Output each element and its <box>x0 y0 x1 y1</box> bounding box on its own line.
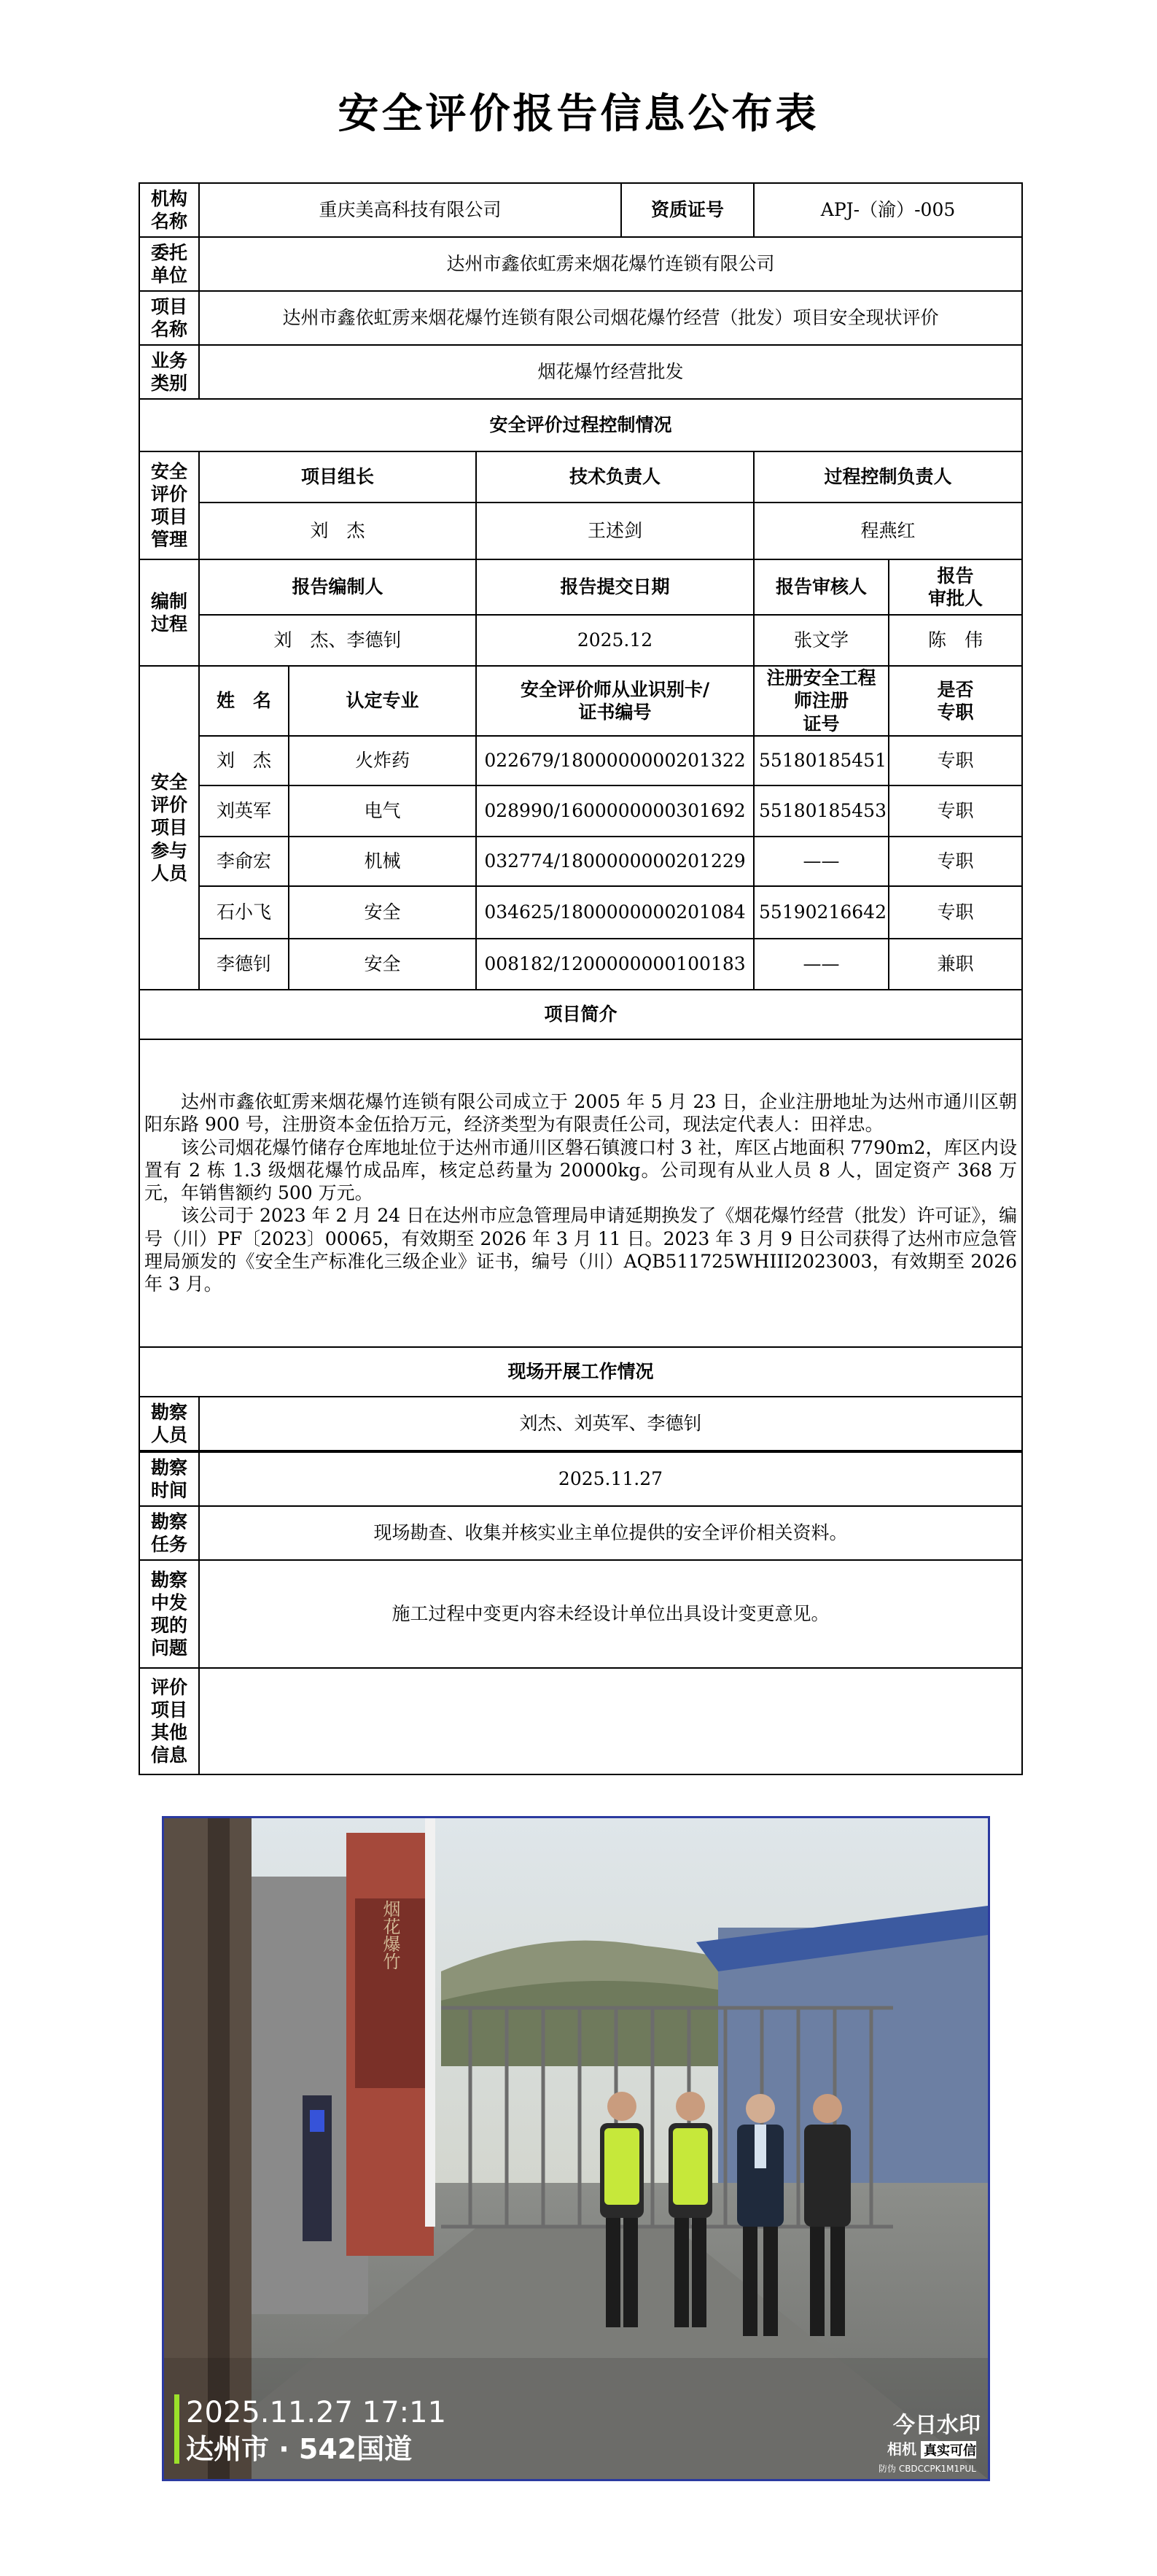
mgmt-label: 安全 评价 项目 管理 <box>139 451 199 559</box>
client-value: 达州市鑫依虹雳来烟花爆竹连锁有限公司 <box>199 237 1022 291</box>
watermark-brand-sub1: 相机 <box>887 2440 916 2458</box>
compile-header-author: 报告编制人 <box>199 559 476 615</box>
participants-header-reg: 注册安全工程师注册 证号 <box>754 666 889 736</box>
participant-name: 石小飞 <box>199 886 289 939</box>
site-photo <box>162 1816 990 2481</box>
info-table <box>139 182 1023 1451</box>
mgmt-value-leader: 刘 杰 <box>199 503 476 559</box>
compile-value-author: 刘 杰、李德钊 <box>199 615 476 666</box>
table-row <box>139 837 1022 886</box>
compile-header-date: 报告提交日期 <box>476 559 754 615</box>
org-label: 机构 名称 <box>139 183 199 237</box>
participant-name: 李德钊 <box>199 939 289 990</box>
business-value: 烟花爆竹经营批发 <box>199 345 1022 399</box>
participant-fulltime: 专职 <box>889 886 1022 939</box>
cert-value: APJ-（渝）-005 <box>754 183 1022 237</box>
survey-task-value: 现场勘查、收集并核实业主单位提供的安全评价相关资料。 <box>199 1506 1022 1560</box>
intro-text <box>139 1039 1022 1347</box>
mgmt-header-leader: 项目组长 <box>199 451 476 503</box>
sign-text: 烟花爆竹 <box>380 1900 400 1970</box>
org-value: 重庆美高科技有限公司 <box>199 183 621 237</box>
photo-location: 达州市 · 542国道 <box>186 2433 413 2465</box>
participant-card: 028990/1600000000301692 <box>476 785 754 837</box>
participant-major: 机械 <box>289 837 476 886</box>
project-value: 达州市鑫依虹雳来烟花爆竹连锁有限公司烟花爆竹经营（批发）项目安全现状评价 <box>199 291 1022 345</box>
participant-card: 032774/1800000000201229 <box>476 837 754 886</box>
survey-time-value: 2025.11.27 <box>199 1452 1022 1506</box>
intro-paragraph: 达州市鑫依虹雳来烟花爆竹连锁有限公司成立于 2005 年 5 月 23 日，企业注册地址为达州市通川区朝阳东路 900 号，注册资本金伍拾万元，经济类型为有限责任公司，现法定代表人：田祥忠。 <box>144 1091 1018 1136</box>
compile-header-reviewer: 报告审核人 <box>754 559 889 615</box>
watermark-bar <box>174 2394 179 2464</box>
table-row <box>139 886 1022 939</box>
survey-issue-value: 施工过程中变更内容未经设计单位出具设计变更意见。 <box>199 1560 1022 1668</box>
site-staff-label: 勘察 人员 <box>139 1397 199 1451</box>
participants-header-major: 认定专业 <box>289 666 476 736</box>
mgmt-value-tech: 王述剑 <box>476 503 754 559</box>
intro-paragraph: 该公司烟花爆竹储存仓库地址位于达州市通川区磐石镇渡口村 3 社，库区占地面积 7790m2，库区内设置有 2 栋 1.3 级烟花爆竹成品库，核定总药量为 20000kg。公司现有从业人员 8 人，固定资产 368 万元，年销售额约 500 万元。 <box>144 1136 1018 1204</box>
intro-paragraph: 该公司于 2023 年 2 月 24 日在达州市应急管理局申请延期换发了《烟花爆竹经营（批发）许可证》，编号（川）PF〔2023〕00065，有效期至 2026 年 3 月 11 日。2023 年 3 月 9 日公司获得了达州市应急管理局颁发的《安全生产标准化三级企业》证书，编号（川）AQB511725WHIII2023003，有效期至 2026 年 3 月。 <box>144 1205 1018 1295</box>
participant-fulltime: 专职 <box>889 785 1022 837</box>
participants-header-fulltime: 是否 专职 <box>889 666 1022 736</box>
compile-value-reviewer: 张文学 <box>754 615 889 666</box>
table-row <box>139 736 1022 785</box>
intro-section-title: 项目简介 <box>139 990 1022 1039</box>
business-label: 业务 类别 <box>139 345 199 399</box>
process-section-title: 安全评价过程控制情况 <box>139 399 1022 451</box>
participant-fulltime: 专职 <box>889 837 1022 886</box>
participant-reg: —— <box>754 837 889 886</box>
watermark-brand-sub2: 真实可信 <box>924 2443 976 2459</box>
watermark-brand: 今日水印 <box>893 2413 981 2438</box>
mgmt-header-tech: 技术负责人 <box>476 451 754 503</box>
survey-task-label: 勘察 任务 <box>139 1506 199 1560</box>
survey-issue-label: 勘察 中发 现的 问题 <box>139 1560 199 1668</box>
participant-major: 安全 <box>289 886 476 939</box>
compile-value-date: 2025.12 <box>476 615 754 666</box>
client-label: 委托 单位 <box>139 237 199 291</box>
mgmt-header-control: 过程控制负责人 <box>754 451 1022 503</box>
mgmt-value-control: 程燕红 <box>754 503 1022 559</box>
participants-header-card: 安全评价师从业识别卡/ 证书编号 <box>476 666 754 736</box>
participant-major: 安全 <box>289 939 476 990</box>
site-staff-value: 刘杰、刘英军、李德钊 <box>199 1397 1022 1451</box>
compile-value-approver: 陈 伟 <box>889 615 1022 666</box>
participant-reg: 55180185453 <box>754 785 889 837</box>
participant-major: 电气 <box>289 785 476 837</box>
participant-reg: 55180185451 <box>754 736 889 785</box>
compile-header-approver: 报告 审批人 <box>889 559 1022 615</box>
survey-table <box>139 1451 1023 1775</box>
participant-card: 022679/1800000000201322 <box>476 736 754 785</box>
photo-datetime: 2025.11.27 17:11 <box>186 2396 447 2429</box>
survey-other-value <box>199 1668 1022 1774</box>
participant-card: 008182/1200000000100183 <box>476 939 754 990</box>
table-row <box>139 939 1022 990</box>
participant-name: 李俞宏 <box>199 837 289 886</box>
project-label: 项目 名称 <box>139 291 199 345</box>
participant-reg: —— <box>754 939 889 990</box>
watermark-code: 防伪 CBDCCPK1M1PUL <box>879 2464 976 2474</box>
table-row <box>139 785 1022 837</box>
participant-name: 刘英军 <box>199 785 289 837</box>
participant-name: 刘 杰 <box>199 736 289 785</box>
cert-label: 资质证号 <box>621 183 754 237</box>
page-title: 安全评价报告信息公布表 <box>338 90 819 138</box>
participants-header-name: 姓 名 <box>199 666 289 736</box>
participant-major: 火炸药 <box>289 736 476 785</box>
compile-label: 编制 过程 <box>139 559 199 666</box>
participant-reg: 55190216642 <box>754 886 889 939</box>
site-section-title: 现场开展工作情况 <box>139 1347 1022 1397</box>
participant-fulltime: 兼职 <box>889 939 1022 990</box>
participant-fulltime: 专职 <box>889 736 1022 785</box>
participants-label: 安全 评价 项目 参与 人员 <box>139 666 199 990</box>
participant-card: 034625/1800000000201084 <box>476 886 754 939</box>
survey-time-label: 勘察 时间 <box>139 1452 199 1506</box>
survey-other-label: 评价 项目 其他 信息 <box>139 1668 199 1774</box>
